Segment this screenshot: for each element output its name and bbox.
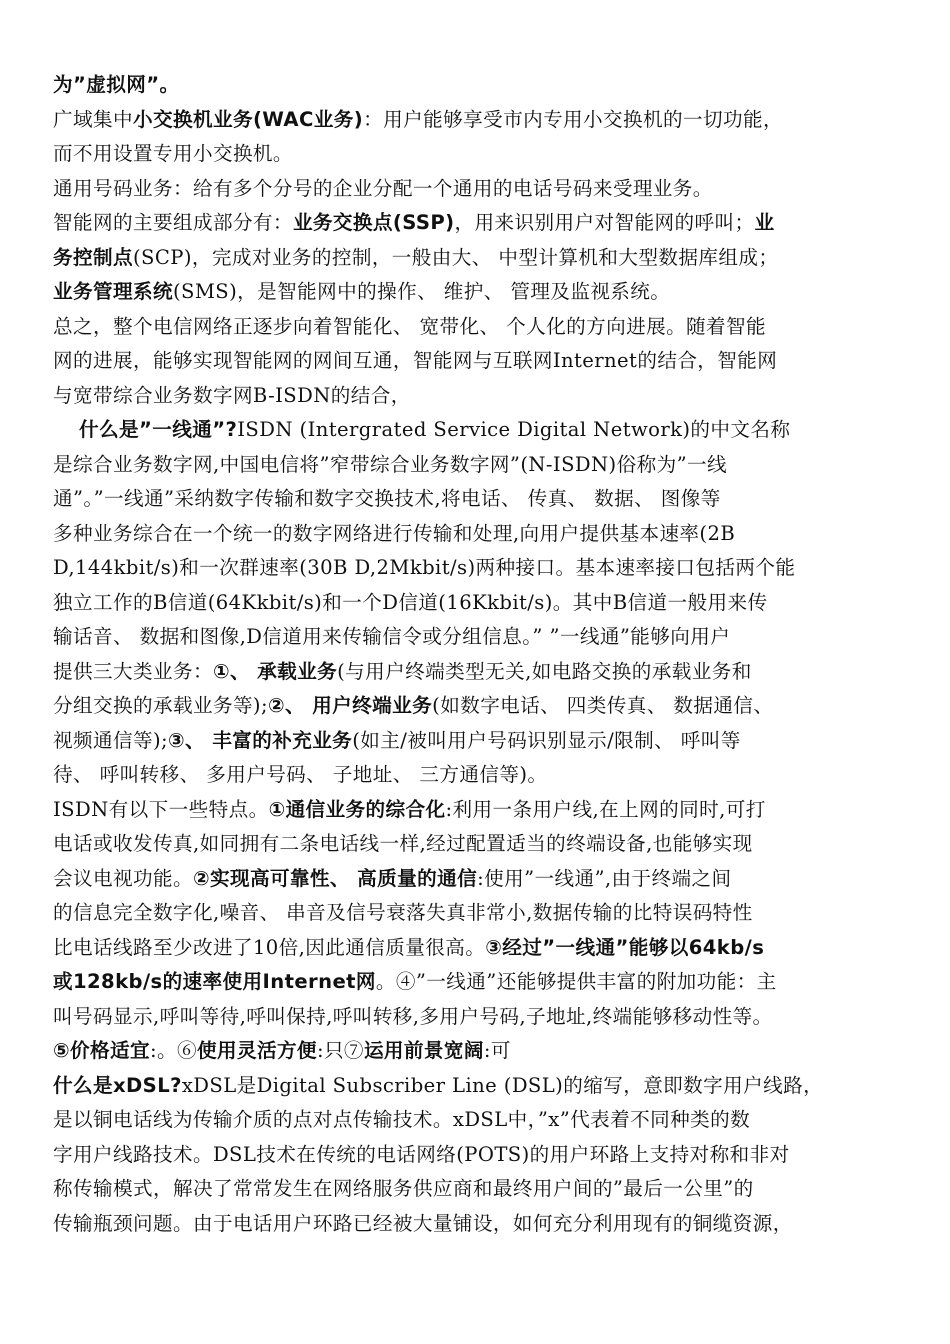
text-run: 是综合业务数字网,中国电信将”窄带综合业务数字网”(N-ISDN)俗称为”一线 — [53, 452, 727, 476]
bold-text: 运用前景宽阔 — [363, 1039, 484, 1062]
bold-text: 业务管理系统 — [53, 280, 173, 303]
text-run: 网的进展，能够实现智能网的网间互通，智能网与互联网Internet的结合，智能网 — [53, 349, 778, 372]
text-run: D,144kbit/s)和一次群速率(30B D,2Mkbit/s)两种接口。基本速率接口包括两个能 — [53, 556, 796, 579]
text-line — [53, 896, 903, 931]
text-run: ：用户能够享受市内专用小交换机的一切功能， — [363, 107, 783, 131]
text-run: (如主/被叫用户号码识别显示/限制、 呼叫等 — [352, 728, 741, 752]
bold-text: ①、 承载业务 — [212, 659, 338, 683]
text-run: 独立工作的B信道(64Kkbit/s)和一个D信道(16Kkbit/s)。其中B信道一般用来传 — [53, 590, 768, 614]
text-line — [53, 1034, 903, 1069]
text-line — [53, 344, 903, 379]
text-run: 通用号码业务：给有多个分号的企业分配一个通用的电话号码来受理业务。 — [53, 176, 713, 200]
text-run: 传输瓶颈问题。由于电话用户环路已经被大量铺设，如何充分利用现有的铜缆资源， — [53, 1211, 793, 1235]
text-line — [53, 241, 903, 276]
bold-text: 或128kb/s的速率使用Internet网 — [53, 970, 376, 993]
text-line — [53, 448, 903, 483]
text-line — [53, 827, 903, 862]
bold-text: ①通信业务的综合化 — [268, 797, 446, 821]
text-line — [53, 551, 903, 586]
bold-text: 使用灵活方便 — [196, 1039, 317, 1062]
text-line — [53, 862, 903, 897]
text-run: 字用户线路技术。DSL技术在传统的电话网络(POTS)的用户环路上支持对称和非对 — [53, 1142, 790, 1166]
text-line — [53, 758, 903, 793]
text-line — [53, 172, 903, 207]
bold-text: 什么是”一线通”? — [79, 418, 238, 441]
text-run: (与用户终端类型无关,如电路交换的承载业务和 — [337, 659, 752, 683]
text-run: :只⑦ — [316, 1039, 364, 1062]
text-run: :可 — [483, 1039, 511, 1062]
text-line — [53, 689, 903, 724]
bold-text: 务控制点 — [53, 245, 133, 269]
bold-text: 什么是xDSL? — [53, 1073, 182, 1097]
bold-text: 小交换机业务(WAC业务) — [132, 107, 364, 131]
text-run: 。④”一线通”还能够提供丰富的附加功能：主 — [375, 970, 777, 993]
text-line — [53, 1138, 903, 1173]
text-run: 与宽带综合业务数字网B-ISDN的结合， — [53, 383, 411, 407]
text-line — [53, 655, 903, 690]
text-run: 输话音、 数据和图像,D信道用来传输信令或分组信息。” ”一线通”能够向用户 — [53, 625, 731, 648]
text-line — [53, 1000, 903, 1035]
text-run: 比电话线路至少改进了10倍,因此通信质量很高。 — [53, 935, 486, 959]
text-run: 多种业务综合在一个统一的数字网络进行传输和处理,向用户提供基本速率(2B — [53, 521, 736, 545]
text-line — [53, 620, 903, 655]
text-run: 称传输模式，解决了常常发生在网络服务供应商和最终用户间的”最后一公里”的 — [53, 1177, 754, 1200]
text-run: 电话或收发传真,如同拥有二条电话线一样,经过配置适当的终端设备,也能够实现 — [53, 832, 753, 855]
text-line — [53, 103, 903, 138]
text-line — [53, 310, 903, 345]
text-run: 而不用设置专用小交换机。 — [53, 142, 293, 165]
text-run: ISDN (Intergrated Service Digital Network)的中文名称 — [237, 418, 791, 441]
text-line — [53, 965, 903, 1000]
text-run: 分组交换的承载业务等); — [53, 694, 268, 717]
text-line — [53, 206, 903, 241]
text-line — [53, 1207, 903, 1242]
document-body — [53, 68, 903, 1241]
text-line — [53, 1172, 903, 1207]
text-run: 总之，整个电信网络正逐步向着智能化、 宽带化、 个人化的方向进展。随着智能 — [53, 314, 767, 338]
text-run: (SMS)，是智能网中的操作、 维护、 管理及监视系统。 — [172, 280, 671, 303]
text-line — [53, 1103, 903, 1138]
text-line — [53, 793, 903, 828]
bold-text: 业 — [754, 211, 775, 234]
text-line — [53, 586, 903, 621]
text-run: ISDN有以下一些特点。 — [53, 797, 269, 821]
text-run: :利用一条用户线,在上网的同时,可打 — [445, 797, 766, 821]
text-run: :使用”一线通”,由于终端之间 — [477, 866, 732, 890]
text-run: 是以铜电话线为传输介质的点对点传输技术。xDSL中，”x”代表着不同种类的数 — [53, 1108, 751, 1131]
bold-text: ②、 用户终端业务 — [267, 694, 433, 717]
text-run: ，用来识别用户对智能网的呼叫； — [454, 211, 755, 234]
text-line — [53, 275, 903, 310]
bold-text: 业务交换点(SSP) — [292, 211, 455, 234]
text-run: 会议电视功能。 — [53, 866, 193, 890]
text-run: 通”。”一线通”采纳数字传输和数字交换技术,将电话、 传真、 数据、 图像等 — [53, 487, 721, 510]
text-run: (SCP)，完成对业务的控制，一般由大、 中型计算机和大型数据库组成； — [132, 245, 779, 269]
bold-text: 为”虚拟网”。 — [53, 73, 180, 96]
text-run: 智能网的主要组成部分有： — [53, 211, 293, 234]
text-run: 待、 呼叫转移、 多用户号码、 子地址、 三方通信等)。 — [53, 763, 548, 786]
text-line — [53, 137, 903, 172]
text-run: 视频通信等); — [53, 728, 169, 752]
text-line — [53, 68, 903, 103]
text-line — [53, 517, 903, 552]
text-line — [53, 482, 903, 517]
text-run: 叫号码显示,呼叫等待,呼叫保持,呼叫转移,多用户号码,子地址,终端能够移动性等。 — [53, 1004, 773, 1028]
text-run: xDSL是Digital Subscriber Line (DSL)的缩写，意即数字用户线路， — [181, 1073, 824, 1097]
bold-text: ③经过”一线通”能够以64kb/s — [485, 935, 765, 959]
text-line — [53, 413, 903, 448]
bold-text: ③、 丰富的补充业务 — [168, 728, 353, 752]
text-run: 广域集中 — [53, 107, 133, 131]
text-run: :。⑥ — [149, 1039, 197, 1062]
text-run: 提供三大类业务： — [53, 659, 213, 683]
text-line — [53, 931, 903, 966]
text-run: 的信息完全数字化,噪音、 串音及信号衰落失真非常小,数据传输的比特误码特性 — [53, 901, 753, 924]
text-run: (如数字电话、 四类传真、 数据通信、 — [432, 694, 774, 717]
text-line — [53, 379, 903, 414]
text-line — [53, 1069, 903, 1104]
bold-text: ②实现高可靠性、 高质量的通信 — [192, 866, 478, 890]
text-line — [53, 724, 903, 759]
bold-text: ⑤价格适宜 — [53, 1039, 150, 1062]
